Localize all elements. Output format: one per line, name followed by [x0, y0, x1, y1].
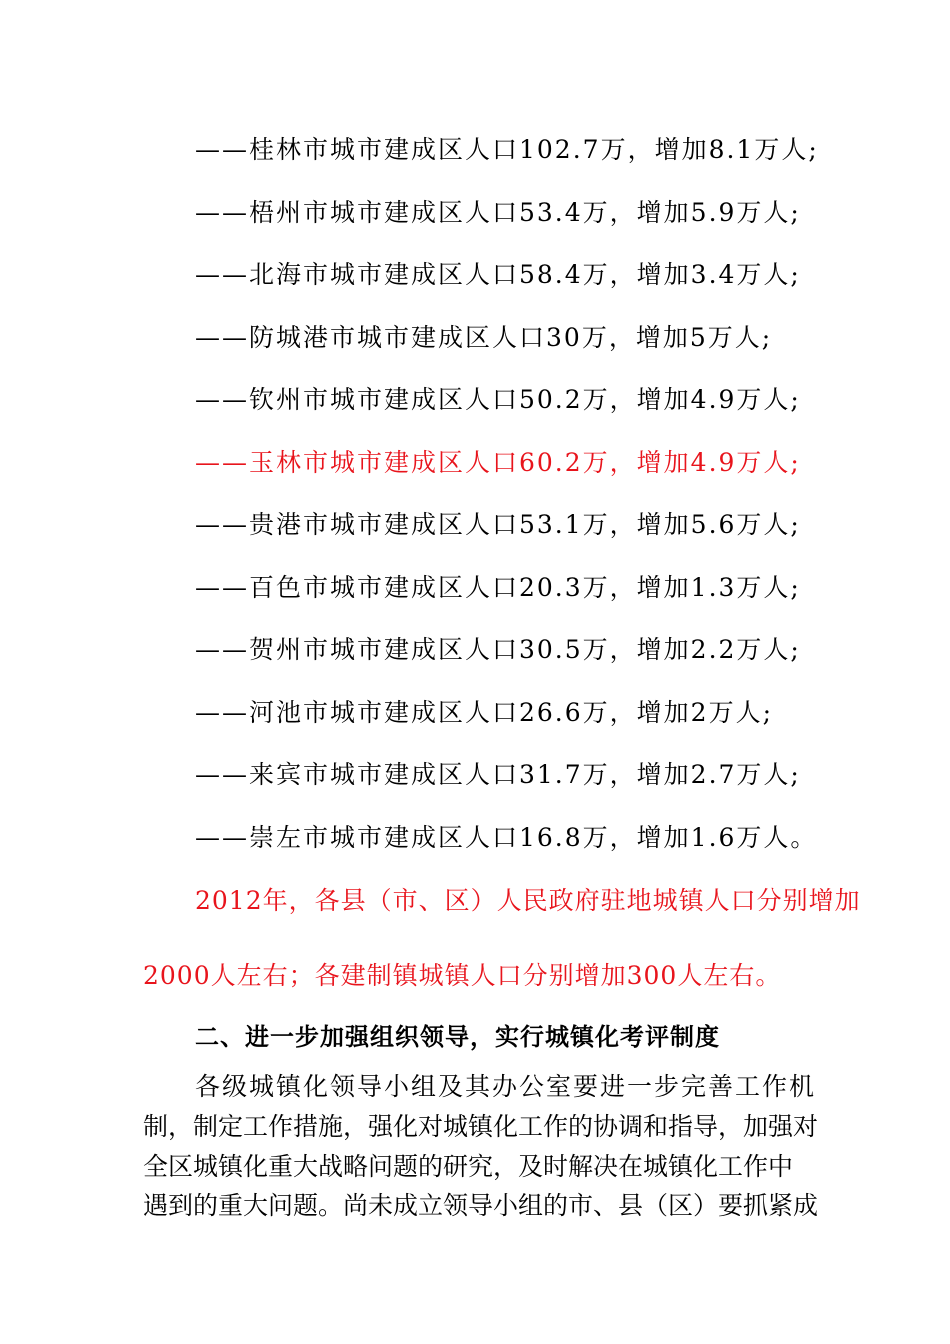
- body-paragraph-line-1: 各级城镇化领导小组及其办公室要进一步完善工作机: [195, 1072, 817, 1101]
- county-paragraph-line-2: 2000人左右；各建制镇城镇人口分别增加300人左右。: [143, 961, 782, 990]
- city-line-qinzhou: ——钦州市城市建成区人口50.2万，增加4.9万人;: [195, 385, 801, 414]
- city-line-yulin-highlighted: ——玉林市城市建成区人口60.2万，增加4.9万人;: [195, 448, 801, 477]
- body-paragraph-line-3: 全区城镇化重大战略问题的研究，及时解决在城镇化工作中: [143, 1152, 794, 1181]
- body-paragraph-line-2: 制，制定工作措施，强化对城镇化工作的协调和指导，加强对: [143, 1112, 819, 1141]
- city-line-guilin: ——桂林市城市建成区人口102.7万，增加8.1万人;: [195, 135, 819, 164]
- city-line-hechi: ——河池市城市建成区人口26.6万，增加2万人;: [195, 698, 773, 727]
- city-line-hezhou: ——贺州市城市建成区人口30.5万，增加2.2万人;: [195, 635, 801, 664]
- body-paragraph-line-4: 遇到的重大问题。尚未成立领导小组的市、县（区）要抓紧成: [143, 1191, 819, 1220]
- city-line-beihai: ——北海市城市建成区人口58.4万，增加3.4万人;: [195, 260, 801, 289]
- city-line-laibin: ——来宾市城市建成区人口31.7万，增加2.7万人;: [195, 760, 801, 789]
- city-line-fangchenggang: ——防城港市城市建成区人口30万，增加5万人;: [195, 323, 773, 352]
- city-line-wuzhou: ——梧州市城市建成区人口53.4万，增加5.9万人;: [195, 198, 801, 227]
- section-heading: 二、进一步加强组织领导，实行城镇化考评制度: [195, 1023, 720, 1051]
- city-line-chongzuo: ——崇左市城市建成区人口16.8万，增加1.6万人。: [195, 823, 818, 852]
- county-paragraph-line-1: 2012年，各县（市、区）人民政府驻地城镇人口分别增加: [195, 886, 861, 915]
- city-line-baise: ——百色市城市建成区人口20.3万，增加1.3万人;: [195, 573, 801, 602]
- city-line-guigang: ——贵港市城市建成区人口53.1万，增加5.6万人;: [195, 510, 801, 539]
